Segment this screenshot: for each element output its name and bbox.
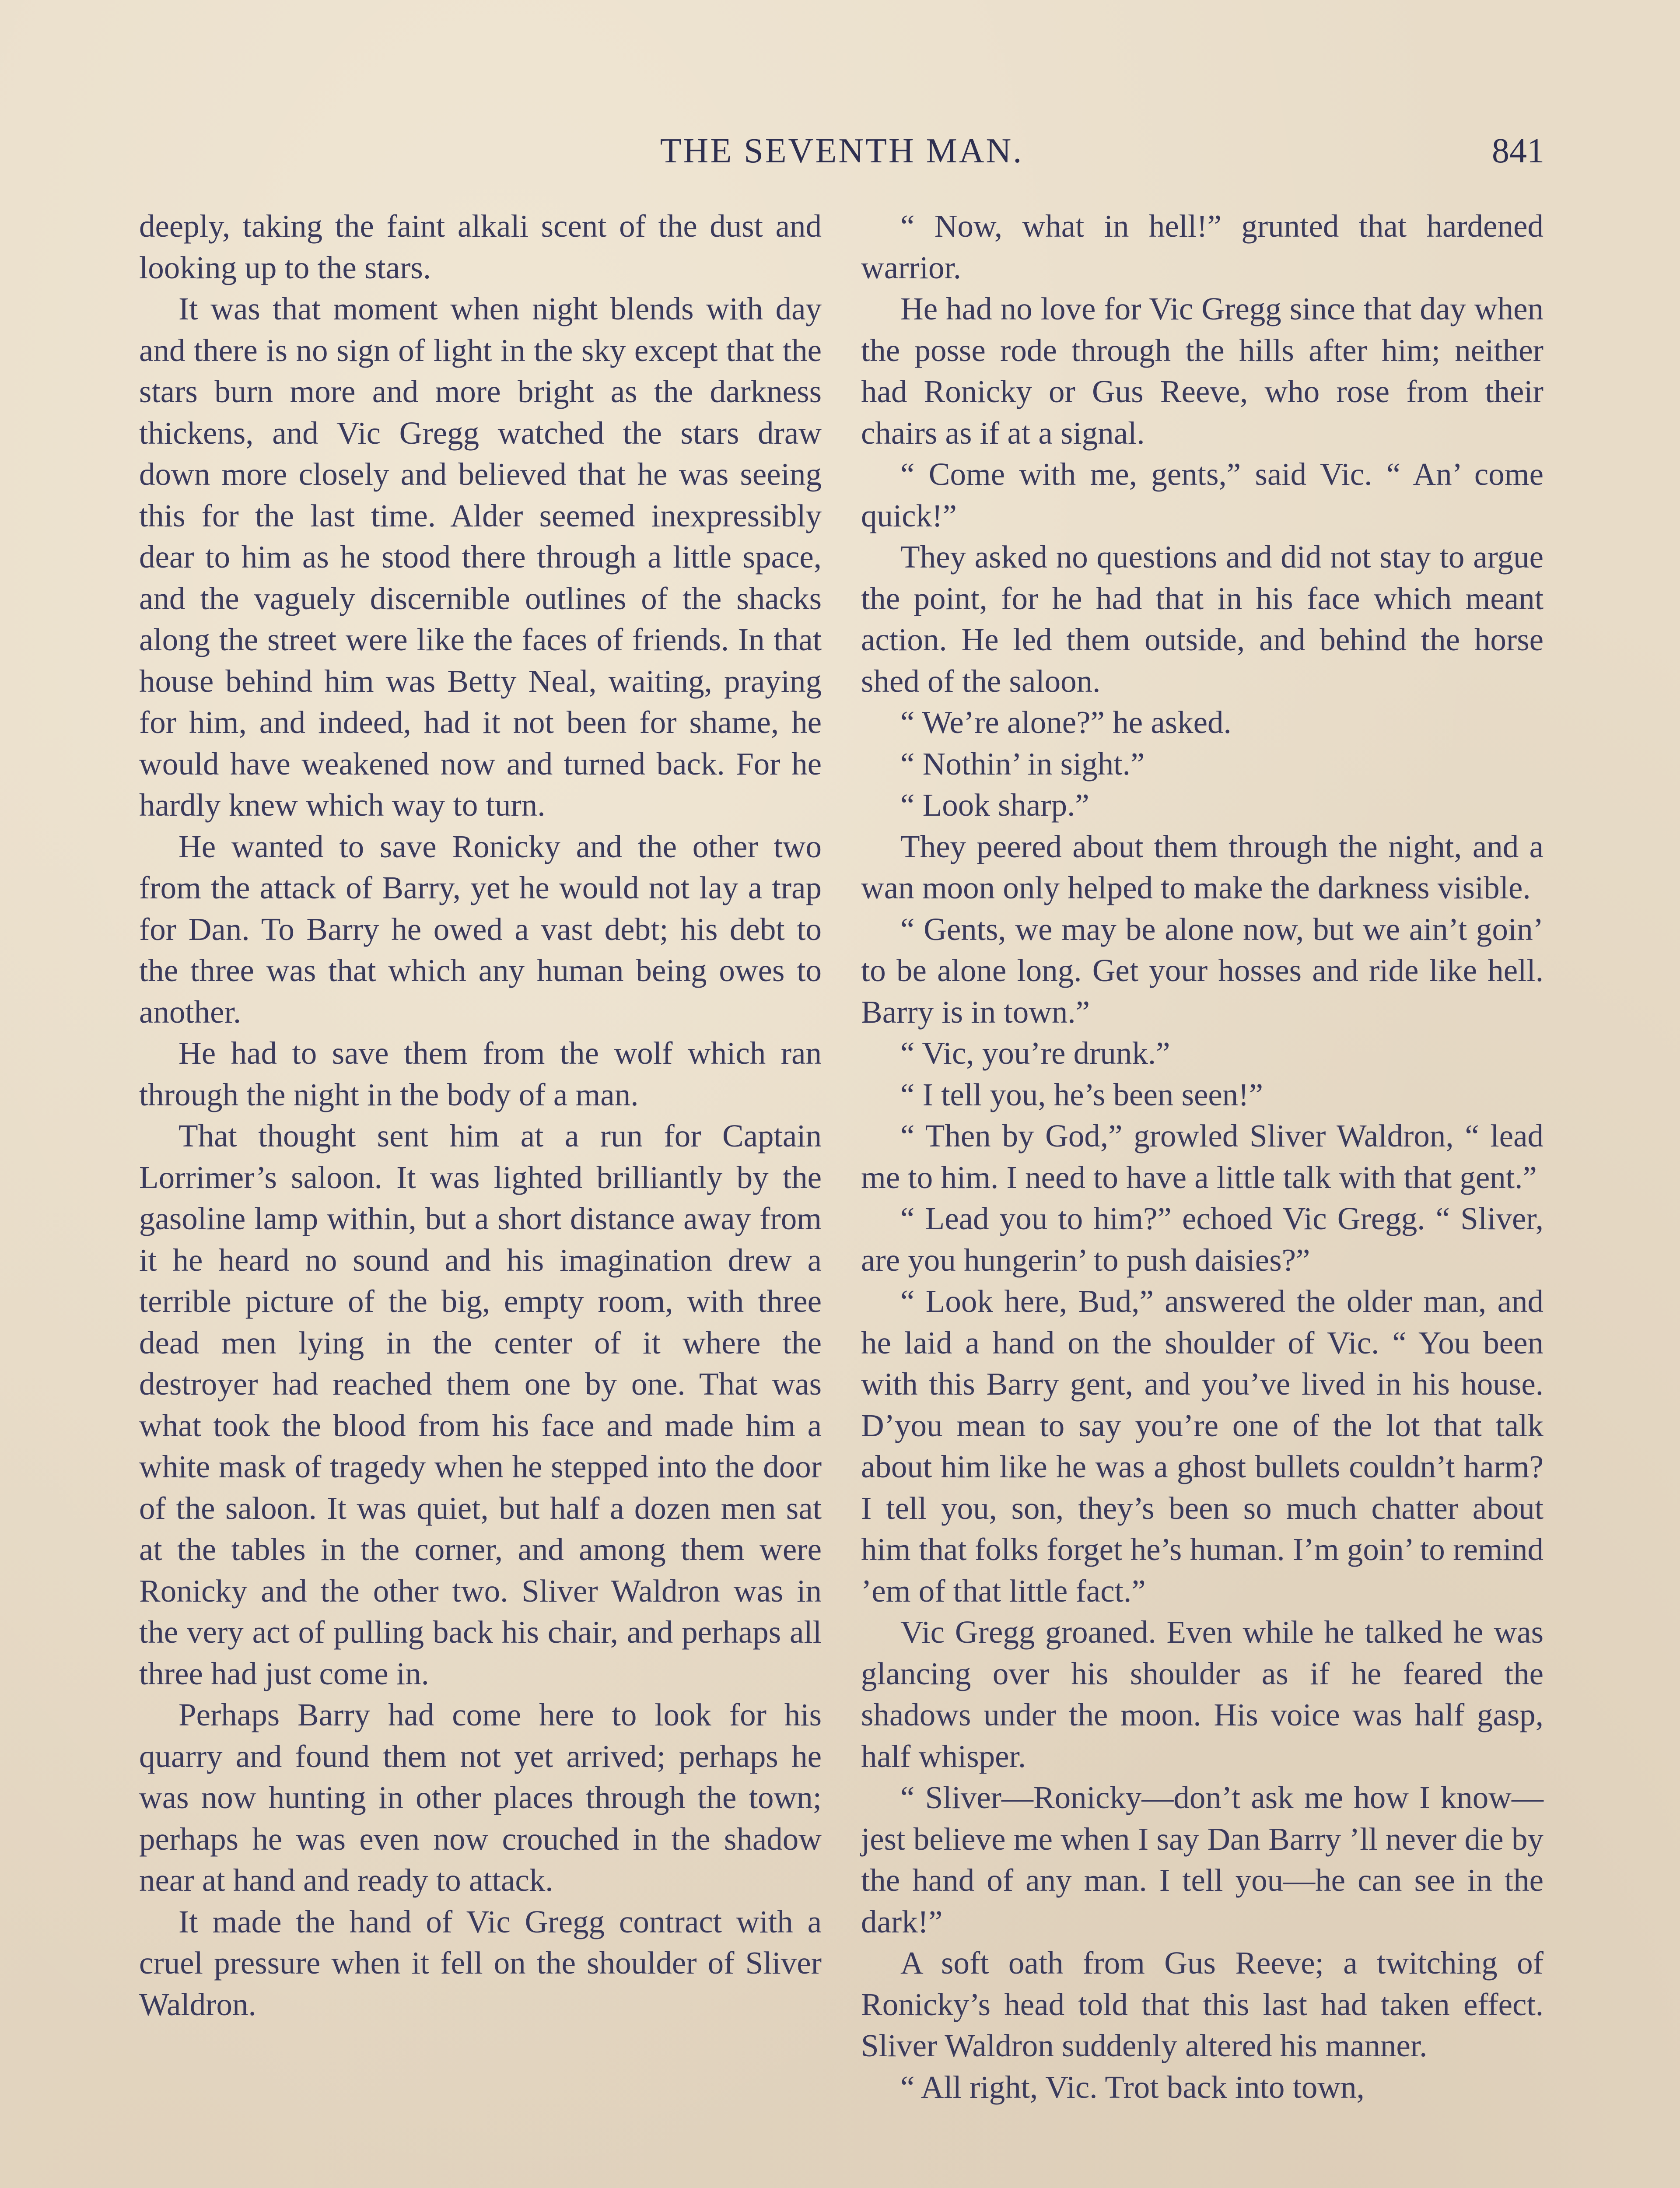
paragraph: It was that moment when night blends with day and there is no sign of light in the sky except that the stars burn more and more bright as the darkness thickens, and Vic Gregg watched the stars draw down more closely and believed that he was seeing this for the last time. Alder seemed inexpressibly dear to him as he stood there through a little space, and the vaguely discernible outlines of the shacks along the street were like the faces of friends. In that house behind him was Betty Neal, waiting, praying for him, and indeed, had it not been for shame, he would have weakened now and turned back. For he hardly knew which way to turn.: [139, 291, 822, 823]
paragraph: Perhaps Barry had come here to look for his quarry and found them not yet arrived; perhaps he was now hunting in other places through the town; perhaps he was even now crouched in the shadow near at hand and ready to attack.: [139, 1697, 822, 1898]
right-column: [861, 206, 1544, 2108]
paragraph: “ Sliver—Ronicky—don’t ask me how I know—jest believe me when I say Dan Barry ’ll never die by the hand of any man. I tell you—he can see in the dark!”: [861, 1780, 1544, 1939]
paragraph: deeply, taking the faint alkali scent of the dust and looking up to the stars.: [139, 208, 822, 285]
paragraph: “ Gents, we may be alone now, but we ain’t goin’ to be alone long. Get your hosses and ride like hell. Barry is in town.”: [861, 911, 1544, 1030]
paragraph: It made the hand of Vic Gregg contract with a cruel pressure when it fell on the shoulder of Sliver Waldron.: [139, 1904, 822, 2022]
paragraph: “ Look here, Bud,” answered the older man, and he laid a hand on the shoulder of Vic. “ You been with this Barry gent, and you’ve lived in his house. D’you mean to say you’re one of the lot that talk about him like he was a ghost bullets couldn’t harm? I tell you, son, they’s been so much chatter about him that folks forget he’s human. I’m goin’ to remind ’em of that little fact.”: [861, 1283, 1544, 1609]
paragraph: Vic Gregg groaned. Even while he talked he was glancing over his shoulder as if he feared the shadows under the moon. His voice was half gasp, half whisper.: [861, 1614, 1544, 1774]
paragraph: “ Come with me, gents,” said Vic. “ An’ come quick!”: [861, 456, 1544, 533]
paragraph: He had to save them from the wolf which ran through the night in the body of a man.: [139, 1035, 822, 1112]
paragraph: “ We’re alone?” he asked.: [900, 705, 1232, 740]
paragraph: That thought sent him at a run for Captain Lorrimer’s saloon. It was lighted brilliantly by the gasoline lamp within, but a short distance away from it he heard no sound and his imagination drew a terrible picture of the big, empty room, with three dead men lying in the center of it where the destroyer had reached them one by one. That was what took the blood from his face and made him a white mask of tragedy when he stepped into the door of the saloon. It was quiet, but half a dozen men sat at the tables in the corner, and among them were Ronicky and the other two. Sliver Waldron was in the very act of pulling back his chair, and perhaps all three had just come in.: [139, 1118, 822, 1691]
paragraph: “ Vic, you’re drunk.”: [900, 1035, 1170, 1071]
paragraph: “ Then by God,” growled Sliver Waldron, “ lead me to him. I need to have a little talk with that gent.”: [861, 1118, 1544, 1195]
running-head: [139, 131, 1544, 184]
running-title: THE SEVENTH MAN.: [660, 132, 1024, 170]
paragraph: They asked no questions and did not stay to argue the point, for he had that in his face which meant action. He led them outside, and behind the horse shed of the saloon.: [861, 539, 1544, 699]
paragraph: “ All right, Vic. Trot back into town,: [900, 2069, 1365, 2105]
left-column: [139, 206, 822, 2025]
paragraph: He had no love for Vic Gregg since that day when the posse rode through the hills after him; neither had Ronicky or Gus Reeve, who rose from their chairs as if at a signal.: [861, 291, 1544, 451]
paragraph: A soft oath from Gus Reeve; a twitching of Ronicky’s head told that this last had taken effect. Sliver Waldron suddenly altered his manner.: [861, 1945, 1544, 2063]
paragraph: They peered about them through the night, and a wan moon only helped to make the darkness visible.: [861, 828, 1544, 905]
page-number: 841: [1492, 132, 1544, 170]
paragraph: “ Look sharp.”: [900, 787, 1089, 823]
paragraph: He wanted to save Ronicky and the other two from the attack of Barry, yet he would not lay a trap for Dan. To Barry he owed a vast debt; his debt to the three was that which any human being owes to another.: [139, 828, 822, 1030]
paragraph: “ Lead you to him?” echoed Vic Gregg. “ Sliver, are you hungerin’ to push daisies?”: [861, 1201, 1544, 1278]
paragraph: “ Now, what in hell!” grunted that hardened warrior.: [861, 208, 1544, 285]
paragraph: “ I tell you, he’s been seen!”: [900, 1076, 1264, 1112]
paragraph: “ Nothin’ in sight.”: [900, 746, 1145, 782]
